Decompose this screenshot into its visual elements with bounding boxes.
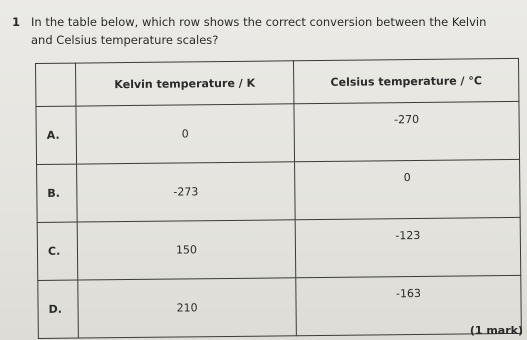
row-label-a: A. bbox=[36, 106, 77, 164]
header-kelvin: Kelvin temperature / K bbox=[76, 61, 294, 106]
header-celsius: Celsius temperature / °C bbox=[293, 58, 518, 103]
kelvin-value: 150 bbox=[77, 220, 296, 280]
table-row bbox=[37, 159, 521, 222]
row-label-c: C. bbox=[37, 222, 78, 280]
table-row bbox=[36, 101, 520, 164]
table-header-row bbox=[36, 58, 519, 106]
kelvin-value: -273 bbox=[77, 162, 296, 222]
question-number: 1 bbox=[12, 15, 21, 29]
table-row bbox=[37, 217, 521, 280]
kelvin-value: 210 bbox=[78, 278, 297, 338]
conversion-table bbox=[35, 58, 522, 339]
question-text: In the table below, which row shows the correct conversion between the Kelvin and Celsius temperature scales? bbox=[31, 15, 487, 47]
row-label-d: D. bbox=[38, 280, 79, 338]
table-row bbox=[38, 275, 522, 338]
celsius-value: -123 bbox=[295, 217, 521, 277]
celsius-value: -163 bbox=[296, 275, 522, 335]
row-label-b: B. bbox=[37, 164, 78, 222]
kelvin-value: 0 bbox=[76, 104, 295, 164]
celsius-value: -270 bbox=[294, 101, 520, 161]
mark-allocation: (1 mark) bbox=[469, 324, 523, 337]
celsius-value: 0 bbox=[295, 159, 521, 219]
header-blank bbox=[36, 63, 76, 106]
